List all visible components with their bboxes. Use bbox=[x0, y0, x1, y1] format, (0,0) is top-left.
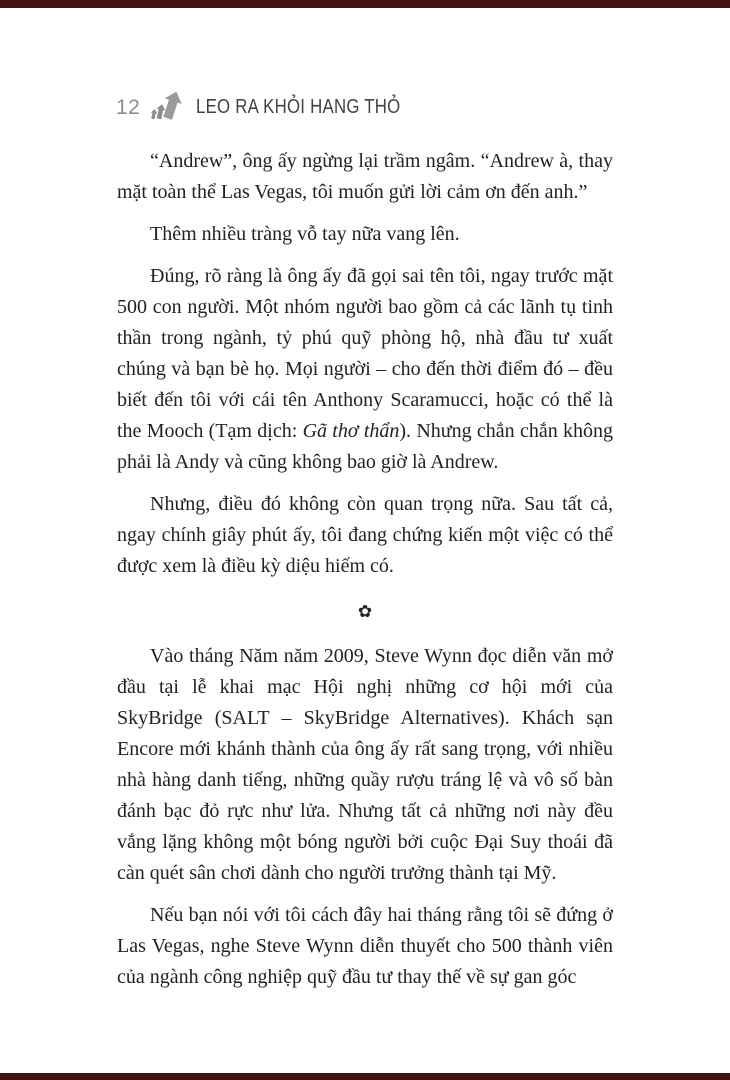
page-number: 12 bbox=[116, 95, 141, 119]
text-segment: Vào tháng Năm năm 2009, Steve Wynn đọc diễn văn mở đầu tại lễ khai mạc Hội nghị những cơ hội mới của SkyBridge (SALT – SkyBridge Alternatives). Khách sạn Encore mới khánh thành của ông ấy rất sang trọng, với nhiều nhà hàng danh tiếng, những quầy rượu tráng lệ và vô số bàn đánh bạc đỏ rực như lửa. Nhưng tất cả những nơi này đều vắng lặng không một bóng người bởi cuộc Đại Suy thoái đã càn quét sân chơi dành cho người trưởng thành tại Mỹ. bbox=[117, 645, 613, 884]
section-separator: ✿ bbox=[357, 602, 373, 622]
top-accent-bar bbox=[0, 0, 730, 8]
text-segment: Đúng, rõ ràng là ông ấy đã gọi sai tên tôi, ngay trước mặt 500 con người. Một nhóm người bao gồm cả các lãnh tụ tinh thần trong ngành, tỷ phú quỹ phòng hộ, nhà đầu tư xuất chúng và bạn bè họ. Mọi người – cho đến thời điểm đó – đều biết đến tôi với cái tên Anthony Scaramucci, hoặc có thể là the Mooch (Tạm dịch: bbox=[117, 265, 613, 442]
paragraph bbox=[117, 489, 613, 582]
text-segment: Nhưng, điều đó không còn quan trọng nữa. Sau tất cả, ngay chính giây phút ấy, tôi đang chứng kiến một việc có thể được xem là điều kỳ diệu hiếm có. bbox=[117, 493, 613, 577]
page-body bbox=[117, 146, 613, 1004]
paragraph bbox=[117, 900, 613, 993]
paragraph bbox=[117, 146, 613, 208]
text-segment: ). Nhưng chắn chắn không phải là Andy và cũng không bao giờ là Andrew. bbox=[117, 420, 613, 473]
text-segment: Thêm nhiều tràng vỗ tay nữa vang lên. bbox=[150, 223, 460, 245]
text-segment: Nếu bạn nói với tôi cách đây hai tháng rằng tôi sẽ đứng ở Las Vegas, nghe Steve Wynn diễn thuyết cho 500 thành viên của ngành công nghiệp quỹ đầu tư thay thế về sự gan góc bbox=[117, 904, 613, 988]
chapter-title: LEO RA KHỎI HANG THỎ bbox=[196, 96, 401, 118]
growth-arrows-icon bbox=[150, 90, 184, 125]
text-segment: “Andrew”, ông ấy ngừng lại trầm ngâm. “Andrew à, thay mặt toàn thể Las Vegas, tôi muốn gửi lời cảm ơn đến anh.” bbox=[117, 150, 613, 203]
paragraph bbox=[117, 641, 613, 889]
italic-phrase: Gã thơ thẩn bbox=[302, 420, 400, 442]
paragraph bbox=[117, 261, 613, 478]
page-header bbox=[116, 90, 440, 125]
paragraph bbox=[117, 219, 613, 250]
bottom-accent-bar bbox=[0, 1073, 730, 1080]
